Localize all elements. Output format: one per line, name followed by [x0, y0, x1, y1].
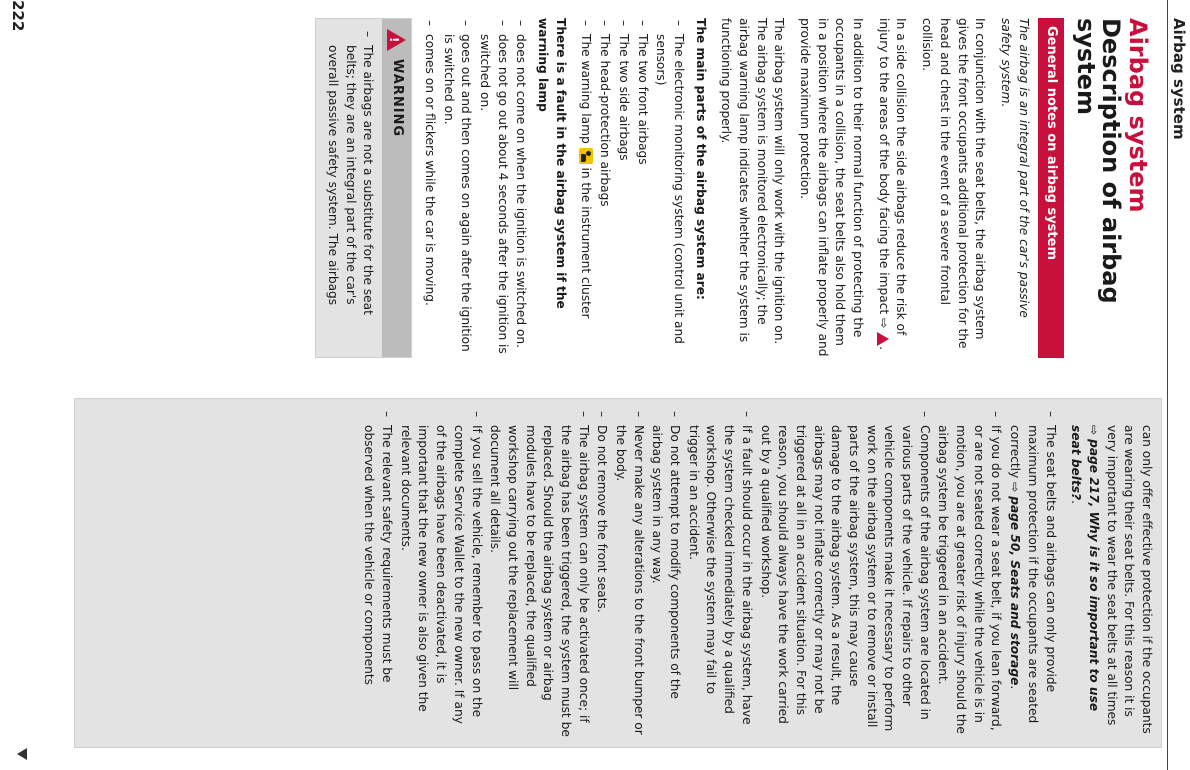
ref-end: .	[1008, 685, 1023, 690]
header-rule	[1167, 0, 1168, 770]
list-item: – If a fault should occur in the airbag system, have the system checked immediately by a qualified workshop. Otherwise the system may fail to trigger in an accident.	[684, 409, 755, 737]
list-item: – The relevant safety requirements must be observed when the vehicle or components	[360, 409, 395, 737]
paragraph-monitoring: The airbag system will only work with the ignition on. The airbag system is monitored electronically; the airbag warning lamp indicates whether the system is functioning properly.	[719, 18, 787, 345]
fault-heading: There is a fault in the airbag system if the warning lamp	[536, 18, 568, 309]
seated-text: The seat belts and airbags can only provide maximum protection if the occupants are seated correctly ⇨	[1008, 425, 1058, 724]
warning-box-continued	[74, 398, 1162, 748]
warning-triangle-icon[interactable]	[877, 332, 889, 346]
lamp-text-pre: The warning lamp	[579, 34, 594, 144]
paragraph-side-collision: In a side collision the side airbags reduce the risk of injury to the areas of the body facing the impact ⇨ .	[876, 18, 909, 351]
fault-list	[420, 18, 529, 358]
list-item: – The two side airbags	[614, 18, 632, 358]
list-item: – The airbags are not a substitute for the seat belts; they are an integral part of the car's overall passive safety system. The airbags	[323, 29, 376, 347]
paragraph-belt-function: In addition to their normal function of protecting the occupants in a collision, the seat belts also hold them in a position where the airbags can inflate properly and provide maximum protection.	[798, 18, 866, 357]
running-header: Airbag system	[1170, 18, 1188, 140]
list-item: – If you do not wear a seat belt, if you lean forward, or are not seated correctly while the vehicle is in motion, you are at greater risk of injury should the airbag system be triggered in an accident.	[934, 409, 1005, 737]
intro-text: The airbag is an integral part of the car's passive safety system.	[998, 18, 1031, 318]
warning-list	[360, 409, 1059, 737]
list-item: – does not go out about 4 seconds after the ignition is switched on.	[475, 18, 510, 358]
paragraph-seatbelts: In conjunction with the seat belts, the airbag system gives the front occupants additional protection for the head and chest in the event of a severe frontal collision.	[920, 18, 988, 349]
main-parts-list	[577, 18, 687, 358]
list-item: – Never make any alterations to the front bumper or the body.	[611, 409, 646, 737]
warning-box	[315, 18, 412, 358]
page-reference-link[interactable]: page 217, Why is it so important to use seat belts?	[1069, 425, 1101, 712]
page-title: Airbag system	[1124, 18, 1152, 213]
continue-arrow-icon	[17, 748, 27, 760]
list-item: – Components of the airbag system are located in various parts of the vehicle. If repairs to other vehicle components make it necessary to perform work on the airbag system or to remove or install parts of the airbag system, this may cause damage to the airbag system. As a result, the airbags may not inflate correctly or may not be triggered at all in an accident situation. For this reason, you should always have the work carried out by a qualified workshop.	[756, 409, 933, 737]
list-item: – The electronic monitoring system (control unit and sensors)	[652, 18, 687, 358]
list-item-seated-correctly	[1006, 409, 1059, 737]
list-item: – Do not remove the front seats.	[593, 409, 611, 737]
lamp-text-post: in the instrument cluster	[579, 167, 594, 319]
list-item: – Do not attempt to modify components of the airbag system in any way.	[648, 409, 683, 737]
subsection-heading: General notes on airbag system	[1038, 18, 1065, 358]
warning-list-start	[323, 29, 376, 347]
warning-body	[316, 19, 382, 357]
section-title: Description of airbag system	[1071, 18, 1125, 304]
page-reference-link[interactable]: page 50, Seats and storage	[1008, 496, 1023, 686]
continuation-text: can only offer effective protection if the occupants are wearing their seat belts. For this reason it is very important to wear the seat belts at all times ⇨	[1086, 425, 1154, 734]
list-item: – comes on or flickers while the car is moving.	[420, 18, 438, 358]
list-item: – The airbag system can only be activated once; if the airbag has been triggered, the system must be replaced. Should the airbag system or airbag modules have to be replaced, the qualified workshop carrying out the replacement will document all details.	[486, 409, 592, 737]
paragraph-side-text: In a side collision the side airbags reduce the risk of injury to the areas of the body facing the impact ⇨	[876, 18, 909, 336]
list-item: – The two front airbags	[633, 18, 651, 358]
left-column	[315, 18, 1150, 358]
warning-label: WARNING	[390, 59, 406, 138]
warning-header	[382, 19, 411, 357]
airbag-warning-lamp-icon	[579, 148, 593, 164]
list-item: – If you sell the vehicle, remember to pass on the complete Service Wallet to the new owner. If any of the airbags have been deactivated, it is important that the new owner is also given the relevant documents.	[396, 409, 484, 737]
list-item: – does not come on when the ignition is switched on.	[512, 18, 530, 358]
list-item: – goes out and then comes on again after the ignition is switched on.	[439, 18, 474, 358]
warning-triangle-icon	[387, 29, 406, 51]
page-number: 222	[9, 0, 27, 32]
list-item: – The head-protection airbags	[595, 18, 613, 358]
list-item-warning-lamp	[577, 18, 595, 358]
ref-end: .	[1069, 500, 1084, 505]
main-parts-heading: The main parts of the airbag system are:	[693, 18, 708, 300]
right-column	[74, 398, 1162, 748]
warning-continuation	[1067, 409, 1155, 737]
